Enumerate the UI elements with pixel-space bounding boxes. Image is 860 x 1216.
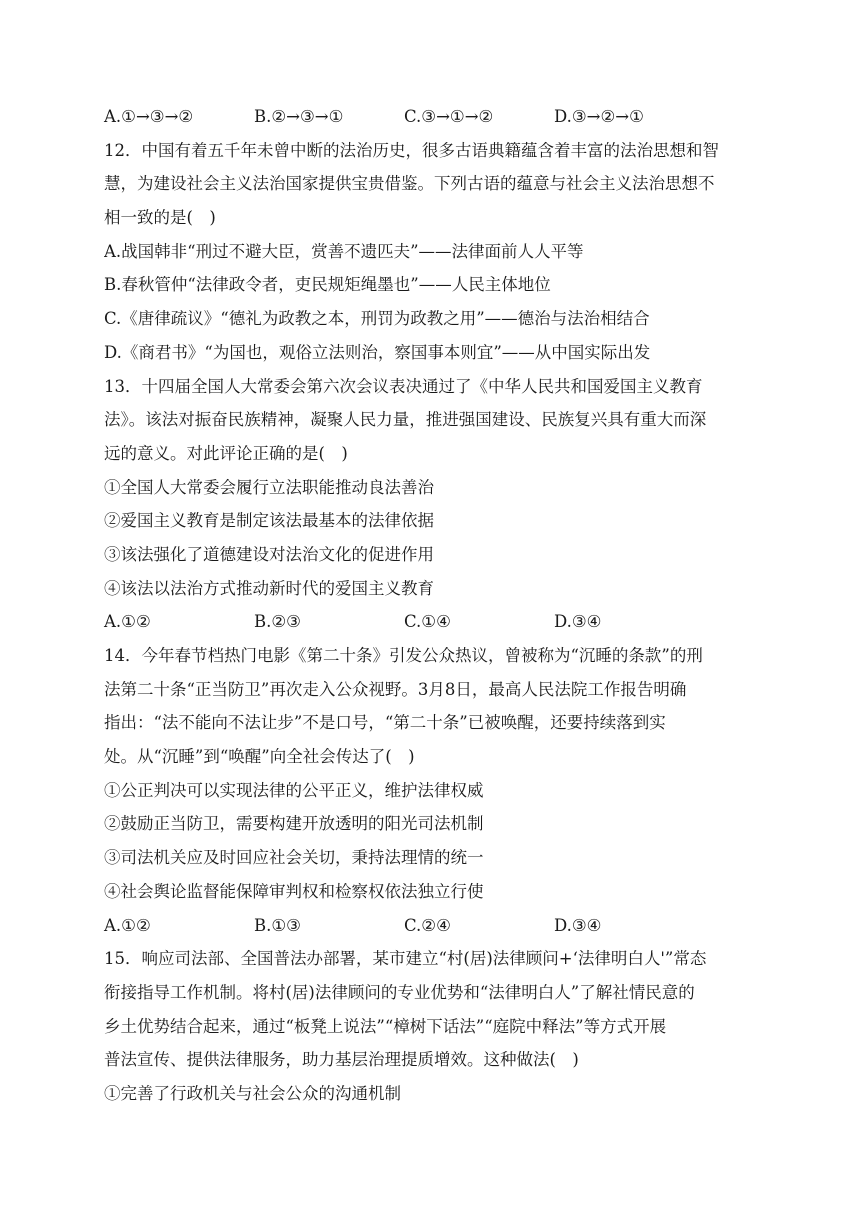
q15-stem-line: 普法宣传、提供法律服务，助力基层治理提质增效。这种做法( ) (104, 1050, 579, 1070)
q13-option-a: A.①② (104, 612, 151, 632)
q14-stem-line: 14．今年春节档热门电影《第二十条》引发公众热议，曾被称为“沉睡的条款”的刑 (104, 646, 703, 665)
q13-stem-line: 远的意义。对此评论正确的是( ) (104, 443, 348, 463)
q11-option-d: D.③→②→① (554, 107, 644, 126)
question-13 (104, 370, 754, 640)
q15-stem-line: 衔接指导工作机制。将村(居)法律顾问的专业优势和“法律明白人”了解社情民意的 (104, 982, 695, 1002)
q14-option-c: C.②④ (404, 915, 451, 935)
q12-choice-a: A.战国韩非“刑过不避大臣，赏善不遗匹夫”——法律面前人人平等 (104, 241, 584, 261)
q15-stem-line: 15．响应司法部、全国普法办部署，某市建立“村(居)法律顾问+‘法律明白人'”常态 (104, 949, 707, 969)
question-14 (104, 639, 754, 942)
q15-item-1: ①完善了行政机关与社会公众的沟通机制 (104, 1083, 401, 1103)
q11-options (104, 100, 754, 134)
q13-option-d: D.③④ (554, 612, 602, 632)
q12-stem-line: 相一致的是( ) (104, 208, 216, 228)
q12-stem-line: 慧，为建设社会主义法治国家提供宝贵借鉴。下列古语的蕴意与社会主义法治思想不 (104, 174, 715, 194)
exam-page (104, 100, 754, 1111)
q13-item-3: ③该法强化了道德建设对法治文化的促进作用 (104, 544, 434, 564)
q14-option-a: A.①② (104, 915, 151, 935)
q14-item-2: ②鼓励正当防卫，需要构建开放透明的阳光司法机制 (104, 814, 484, 834)
q11-option-a: A.①→③→② (104, 107, 194, 126)
q13-stem-line: 13．十四届全国人大常委会第六次会议表决通过了《中华人民共和国爱国主义教育 (104, 376, 703, 396)
question-12 (104, 134, 754, 370)
q14-option-d: D.③④ (554, 915, 602, 935)
q14-stem-line: 指出：“法不能向不法让步”不是口号，“第二十条”已被唤醒，还要持续落到实 (104, 713, 666, 733)
q12-choice-c: C.《唐律疏议》“德礼为政教之本，刑罚为政教之用”——德治与法治相结合 (104, 309, 650, 329)
q14-stem-line: 法第二十条“正当防卫”再次走入公众视野。3月8日，最高人民法院工作报告明确 (104, 679, 687, 699)
q13-stem-line: 法》。该法对振奋民族精神，凝聚人民力量，推进强国建设、民族复兴具有重大而深 (104, 410, 707, 430)
question-15 (104, 942, 754, 1110)
q12-choice-b: B.春秋管仲“法律政令者，吏民规矩绳墨也”——人民主体地位 (104, 275, 551, 295)
q14-item-1: ①公正判决可以实现法律的公平正义，维护法律权威 (104, 780, 484, 800)
q14-option-b: B.①③ (254, 915, 301, 935)
q11-option-c: C.③→①→② (404, 107, 494, 126)
q12-stem-line: 12．中国有着五千年未曾中断的法治历史，很多古语典籍蕴含着丰富的法治思想和智 (104, 140, 719, 160)
q13-item-1: ①全国人大常委会履行立法职能推动良法善治 (104, 477, 434, 497)
q14-item-3: ③司法机关应及时回应社会关切，秉持法理情的统一 (104, 848, 484, 868)
q13-option-c: C.①④ (404, 612, 451, 632)
q14-options (104, 909, 754, 943)
q14-stem-line: 处。从“沉睡”到“唤醒”向全社会传达了( ) (104, 747, 415, 767)
q11-option-b: B.②→③→① (254, 107, 344, 126)
q14-item-4: ④社会舆论监督能保障审判权和检察权依法独立行使 (104, 881, 484, 901)
q13-item-4: ④该法以法治方式推动新时代的爱国主义教育 (104, 578, 434, 598)
q13-option-b: B.②③ (254, 612, 301, 632)
q12-choice-d: D.《商君书》“为国也，观俗立法则治，察国事本则宜”——从中国实际出发 (104, 342, 651, 362)
q13-item-2: ②爱国主义教育是制定该法最基本的法律依据 (104, 511, 434, 531)
q15-stem-line: 乡土优势结合起来，通过“板凳上说法”“樟树下话法”“庭院中释法”等方式开展 (104, 1016, 667, 1036)
q13-options (104, 605, 754, 639)
